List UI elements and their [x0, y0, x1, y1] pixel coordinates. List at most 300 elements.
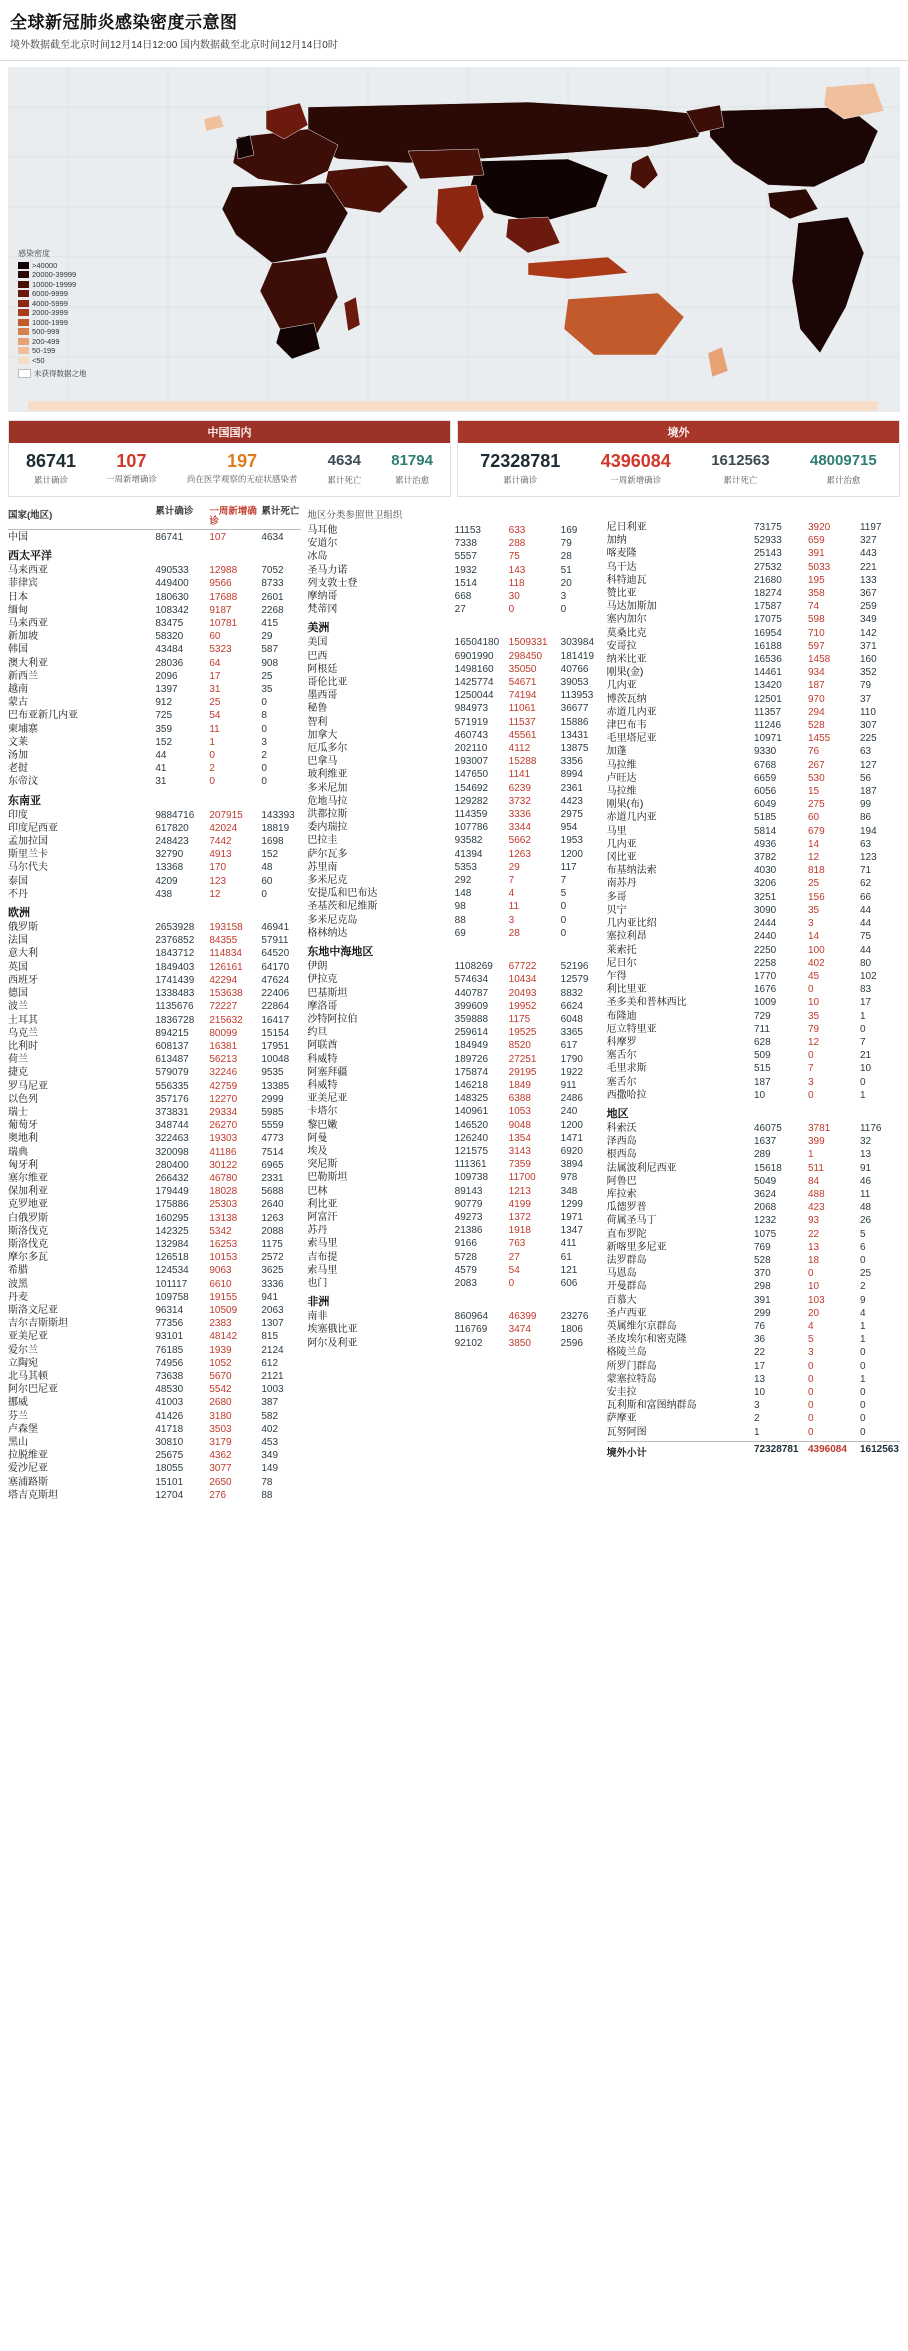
table-row — [307, 914, 600, 927]
weekly-new-cases: 3920 — [807, 522, 831, 533]
table-row — [8, 848, 301, 861]
weekly-new-cases: 54671 — [508, 677, 537, 689]
table-row — [307, 663, 600, 676]
region-section-header: 东南亚 — [8, 794, 41, 807]
stat-label: 累计确诊 — [503, 475, 538, 485]
stat-cell — [388, 451, 436, 486]
table-row — [8, 1185, 301, 1198]
country-name: 危地马拉 — [307, 795, 348, 807]
country-name: 荷兰 — [8, 1054, 28, 1066]
weekly-new-cases: 1509331 — [508, 637, 548, 649]
table-row — [8, 1370, 301, 1383]
total-deaths: 35 — [261, 684, 273, 696]
country-name: 尼日尔 — [606, 957, 637, 969]
country-name: 智利 — [307, 716, 328, 728]
total-cases: 116769 — [454, 1324, 488, 1336]
weekly-new-cases: 12 — [209, 888, 221, 900]
total-deaths: 582 — [261, 1410, 279, 1422]
weekly-new-cases: 3179 — [209, 1437, 232, 1448]
total-cases: 608137 — [155, 1040, 189, 1052]
country-name: 布隆迪 — [606, 1010, 637, 1022]
country-name: 列支敦士登 — [307, 577, 358, 589]
total-deaths: 7 — [859, 1036, 866, 1048]
stat-value: 72328781 — [480, 451, 561, 471]
table-row — [607, 1373, 900, 1386]
table-row — [607, 851, 900, 864]
country-name: 日本 — [8, 591, 28, 603]
total-cases: 1676 — [753, 984, 777, 996]
weekly-new-cases: 17688 — [209, 591, 238, 603]
total-cases: 280400 — [155, 1159, 189, 1171]
total-deaths: 60 — [261, 875, 273, 887]
country-name: 哥伦比亚 — [307, 677, 348, 689]
total-deaths: 64520 — [261, 948, 290, 960]
total-cases: 1843712 — [155, 948, 195, 960]
weekly-new-cases: 0 — [807, 1413, 814, 1425]
table-row — [8, 934, 301, 947]
total-deaths: 2088 — [261, 1225, 284, 1237]
total-cases: 3782 — [753, 852, 777, 864]
weekly-new-cases: 15288 — [508, 756, 537, 768]
total-cases: 107786 — [454, 822, 489, 834]
table-row — [8, 591, 301, 604]
total-deaths: 1 — [859, 1373, 866, 1385]
weekly-new-cases: 193158 — [209, 922, 243, 934]
weekly-new-cases: 7359 — [508, 1159, 531, 1171]
country-name: 科特迪瓦 — [606, 574, 647, 586]
total-cases: 146520 — [454, 1119, 489, 1131]
weekly-new-cases: 5662 — [508, 835, 531, 847]
table-row — [607, 1333, 900, 1346]
total-deaths: 0 — [261, 723, 267, 735]
total-deaths: 240 — [560, 1106, 578, 1118]
total-deaths: 6920 — [560, 1145, 583, 1157]
total-cases: 129282 — [454, 795, 489, 807]
total-deaths: 1698 — [261, 836, 284, 848]
country-name: 厄瓜多尔 — [307, 743, 348, 755]
total-cases: 1770 — [753, 970, 777, 982]
table-row — [8, 1476, 301, 1489]
table-row — [307, 729, 600, 742]
total-deaths: 13431 — [560, 729, 589, 741]
weekly-new-cases: 1354 — [508, 1132, 531, 1144]
weekly-new-cases: 30122 — [209, 1159, 238, 1171]
total-deaths: 349 — [859, 614, 877, 626]
country-name: 玻利维亚 — [307, 769, 348, 781]
country-name: 东帝汶 — [8, 776, 38, 788]
total-deaths: 11 — [859, 1188, 871, 1200]
legend-item — [18, 337, 87, 347]
country-name: 约旦 — [307, 1027, 328, 1039]
weekly-new-cases: 45 — [807, 970, 820, 982]
column-3-rows — [607, 521, 900, 1439]
weekly-new-cases: 42759 — [209, 1080, 238, 1092]
total-deaths: 13385 — [261, 1080, 290, 1092]
country-name: 圣皮埃尔和密克隆 — [606, 1334, 687, 1346]
total-deaths: 2 — [261, 750, 267, 762]
total-deaths: 352 — [859, 667, 877, 679]
table-row — [307, 927, 600, 940]
table-row — [8, 1040, 301, 1053]
total-deaths: 371 — [859, 640, 877, 652]
total-deaths: 113953 — [560, 690, 594, 702]
country-name: 亚美尼亚 — [307, 1093, 348, 1105]
total-deaths: 181419 — [560, 650, 595, 662]
country-name: 安圭拉 — [606, 1387, 637, 1398]
total-cases: 3 — [753, 1400, 760, 1412]
total-cases: 101117 — [155, 1278, 188, 1290]
weekly-new-cases: 14 — [807, 838, 820, 850]
weekly-new-cases: 3 — [807, 918, 814, 930]
table-row — [607, 547, 900, 560]
table-row — [307, 861, 600, 874]
total-deaths: 1299 — [560, 1198, 583, 1210]
weekly-new-cases: 75 — [508, 551, 520, 563]
total-deaths: 88 — [261, 1489, 273, 1501]
total-cases: 89143 — [454, 1185, 483, 1197]
total-cases: 179449 — [155, 1186, 189, 1198]
column-3-spacer — [607, 507, 900, 521]
table-row — [8, 1119, 301, 1132]
table-row — [307, 900, 600, 913]
total-cases: 373831 — [155, 1106, 189, 1118]
table-row — [8, 531, 301, 544]
total-cases: 30810 — [155, 1437, 184, 1448]
table-row — [607, 666, 900, 679]
total-cases: 984973 — [454, 703, 489, 715]
total-cases: 2096 — [155, 670, 178, 682]
total-deaths: 86 — [859, 812, 872, 824]
region-section-header: 东地中海地区 — [307, 946, 374, 959]
country-name: 塞舌尔 — [606, 1076, 637, 1088]
total-deaths: 44 — [859, 918, 872, 930]
total-cases: 11153 — [454, 525, 481, 536]
table-row — [607, 1320, 900, 1333]
weekly-new-cases: 25303 — [209, 1199, 238, 1211]
weekly-new-cases: 298450 — [508, 650, 543, 662]
table-row — [8, 723, 301, 736]
total-deaths: 1471 — [560, 1132, 583, 1144]
subtotal-total: 72328781 — [753, 1443, 799, 1455]
weekly-new-cases: 2680 — [209, 1397, 232, 1409]
weekly-new-cases: 1455 — [807, 733, 831, 745]
country-name: 百慕大 — [606, 1294, 637, 1306]
country-name: 俄罗斯 — [8, 922, 38, 934]
weekly-new-cases: 934 — [807, 667, 825, 679]
table-row — [8, 1291, 301, 1304]
country-name: 乌干达 — [606, 561, 637, 573]
weekly-new-cases: 156 — [807, 891, 825, 903]
total-deaths: 194 — [859, 825, 877, 837]
total-deaths: 75 — [859, 931, 872, 943]
weekly-new-cases: 3077 — [209, 1463, 232, 1475]
legend-label: 2000-3999 — [32, 308, 68, 317]
total-cases: 142325 — [155, 1225, 189, 1237]
weekly-new-cases: 5342 — [209, 1225, 232, 1237]
weekly-new-cases: 20 — [807, 1307, 820, 1319]
total-deaths: 453 — [261, 1437, 279, 1448]
total-cases: 10 — [753, 1387, 766, 1398]
total-cases: 28036 — [155, 657, 184, 669]
total-deaths: 2601 — [261, 591, 284, 603]
weekly-new-cases: 3180 — [209, 1410, 232, 1422]
weekly-new-cases: 598 — [807, 614, 825, 626]
country-name: 法国 — [8, 935, 28, 947]
table-row — [8, 617, 301, 630]
total-deaths: 39053 — [560, 677, 589, 689]
country-name: 多米尼克 — [307, 875, 348, 887]
table-row — [307, 1185, 600, 1198]
table-row — [8, 921, 301, 934]
total-deaths: 941 — [261, 1291, 279, 1303]
total-deaths: 8733 — [261, 578, 284, 590]
table-row — [607, 1036, 900, 1049]
total-deaths: 102 — [859, 970, 877, 982]
total-deaths: 13875 — [560, 743, 589, 755]
table-row — [607, 1148, 900, 1161]
weekly-new-cases: 207915 — [209, 809, 243, 821]
total-cases: 2258 — [753, 957, 777, 969]
weekly-new-cases: 18028 — [209, 1186, 238, 1198]
total-deaths: 415 — [261, 618, 279, 630]
total-deaths: 2121 — [261, 1370, 284, 1382]
total-cases: 184949 — [454, 1040, 489, 1052]
stat-cell — [324, 451, 364, 486]
total-deaths: 28 — [560, 551, 572, 563]
stat-label: 累计治愈 — [826, 475, 861, 485]
table-row — [607, 1241, 900, 1254]
total-deaths: 2063 — [261, 1304, 284, 1316]
table-row — [307, 550, 600, 563]
total-cases: 96314 — [155, 1304, 184, 1316]
weekly-new-cases: 763 — [508, 1238, 526, 1250]
country-name: 马尔代夫 — [8, 862, 48, 874]
total-deaths: 0 — [859, 1360, 866, 1372]
total-cases: 266432 — [155, 1172, 189, 1184]
total-cases: 5557 — [454, 551, 477, 563]
weekly-new-cases: 18 — [807, 1254, 820, 1266]
total-deaths: 3356 — [560, 756, 583, 768]
weekly-new-cases: 11 — [209, 723, 220, 735]
total-deaths: 0 — [261, 697, 267, 709]
total-deaths: 29 — [261, 631, 273, 643]
total-cases: 1849403 — [155, 961, 195, 973]
country-name: 法罗群岛 — [606, 1254, 647, 1266]
classification-note: 地区分类参照世卫组织 — [307, 510, 403, 521]
table-row — [607, 1089, 900, 1102]
country-name: 波兰 — [8, 1001, 28, 1013]
table-row — [8, 749, 301, 762]
weekly-new-cases: 13138 — [209, 1212, 238, 1224]
total-cases: 1932 — [454, 564, 477, 576]
table-row — [607, 838, 900, 851]
weekly-new-cases: 288 — [508, 538, 526, 550]
country-name: 冈比亚 — [606, 852, 637, 864]
total-cases: 2444 — [753, 918, 777, 930]
weekly-new-cases: 187 — [807, 680, 825, 692]
weekly-new-cases: 16381 — [209, 1040, 238, 1052]
total-deaths: 13 — [859, 1149, 872, 1161]
total-cases: 515 — [753, 1063, 771, 1075]
weekly-new-cases: 0 — [807, 1426, 814, 1438]
country-name: 奥地利 — [8, 1133, 38, 1145]
total-deaths: 187 — [859, 786, 877, 798]
weekly-new-cases: 19303 — [209, 1133, 238, 1145]
weekly-new-cases: 118 — [508, 577, 525, 589]
total-deaths: 143393 — [261, 809, 295, 821]
country-name: 保加利亚 — [8, 1186, 48, 1198]
weekly-new-cases: 1 — [807, 1149, 814, 1161]
country-name: 加蓬 — [606, 746, 627, 758]
country-name: 澳大利亚 — [8, 657, 48, 669]
total-deaths: 443 — [859, 548, 877, 560]
weekly-new-cases: 11537 — [508, 716, 536, 728]
table-row — [8, 1344, 301, 1357]
country-name: 巴西 — [307, 650, 328, 662]
total-deaths: 8832 — [560, 987, 583, 999]
total-cases: 140961 — [454, 1106, 489, 1118]
total-cases: 3624 — [753, 1188, 777, 1200]
total-cases: 613487 — [155, 1054, 189, 1066]
total-deaths: 80 — [859, 957, 872, 969]
country-data-table — [8, 507, 900, 1502]
table-row — [307, 1211, 600, 1224]
weekly-new-cases: 267 — [807, 759, 825, 771]
weekly-new-cases: 4913 — [209, 849, 232, 861]
table-row — [607, 930, 900, 943]
country-name: 阿富汗 — [307, 1211, 338, 1223]
total-cases: 449400 — [155, 578, 189, 590]
total-cases: 41426 — [155, 1410, 184, 1422]
table-row — [8, 696, 301, 709]
total-cases: 73638 — [155, 1370, 184, 1382]
country-name: 索马里 — [307, 1238, 338, 1250]
subtotal-death: 1612563 — [859, 1443, 899, 1455]
table-row — [307, 1053, 600, 1066]
total-cases: 711 — [753, 1023, 770, 1035]
total-cases: 359888 — [454, 1013, 489, 1025]
total-cases: 1836728 — [155, 1014, 195, 1026]
weekly-new-cases: 72227 — [209, 1001, 238, 1013]
total-deaths: 22864 — [261, 1001, 290, 1013]
weekly-new-cases: 41186 — [209, 1146, 237, 1158]
weekly-new-cases: 1458 — [807, 654, 831, 666]
total-cases: 6901990 — [454, 650, 494, 662]
table-row — [607, 706, 900, 719]
country-name: 德国 — [8, 988, 28, 1000]
weekly-new-cases: 0 — [807, 1089, 814, 1101]
total-deaths: 17 — [859, 997, 872, 1009]
total-deaths: 7514 — [261, 1146, 284, 1158]
country-name: 科威特 — [307, 1053, 338, 1065]
table-row — [607, 798, 900, 811]
country-name: 巴拿马 — [307, 756, 338, 768]
stat-cell — [23, 451, 79, 486]
country-name: 圣多美和普林西比 — [606, 997, 687, 1009]
total-deaths: 51 — [560, 564, 572, 576]
country-name: 卢旺达 — [606, 772, 637, 784]
total-deaths: 6048 — [560, 1013, 583, 1025]
weekly-new-cases: 7442 — [209, 836, 232, 848]
table-row — [607, 521, 900, 534]
total-cases: 16536 — [753, 654, 782, 666]
total-deaths: 2361 — [560, 782, 583, 794]
weekly-new-cases: 35050 — [508, 663, 537, 675]
weekly-new-cases: 114834 — [209, 948, 242, 960]
total-deaths: 8 — [261, 710, 267, 722]
total-cases: 6049 — [753, 799, 777, 811]
total-deaths: 225 — [859, 733, 877, 745]
country-name: 马里 — [606, 825, 627, 837]
table-row — [307, 1013, 600, 1026]
table-row — [307, 742, 600, 755]
total-deaths: 149 — [261, 1463, 279, 1475]
table-row — [607, 732, 900, 745]
total-deaths: 307 — [859, 720, 877, 732]
weekly-new-cases: 6239 — [508, 782, 531, 794]
table-row — [307, 1198, 600, 1211]
table-row — [8, 1238, 301, 1251]
country-name: 摩尔多瓦 — [8, 1252, 48, 1264]
total-cases: 725 — [155, 710, 173, 722]
total-cases: 175874 — [454, 1066, 489, 1078]
total-deaths: 169 — [560, 525, 578, 536]
table-row — [8, 1225, 301, 1238]
total-deaths: 1 — [859, 1089, 866, 1101]
country-name: 英属维尔京群岛 — [606, 1320, 677, 1332]
table-row — [307, 577, 600, 590]
weekly-new-cases: 0 — [807, 1050, 814, 1062]
weekly-new-cases: 710 — [807, 627, 825, 639]
total-deaths: 56 — [859, 772, 872, 784]
header-name: 国家(地区) — [8, 510, 53, 521]
weekly-new-cases: 0 — [807, 1268, 814, 1280]
table-row — [607, 864, 900, 877]
total-deaths: 91 — [859, 1162, 872, 1174]
total-cases: 15618 — [753, 1162, 782, 1174]
country-name: 菲律宾 — [8, 578, 38, 590]
total-cases: 509 — [753, 1050, 771, 1062]
legend-item-nodata — [18, 369, 87, 379]
country-name: 根西岛 — [606, 1149, 637, 1161]
country-name: 斯洛伐克 — [8, 1238, 48, 1250]
table-row — [8, 1489, 301, 1502]
country-name: 巴基斯坦 — [307, 987, 348, 999]
legend-label: 200-499 — [32, 336, 60, 346]
total-cases: 92102 — [454, 1337, 483, 1349]
weekly-new-cases: 528 — [807, 720, 825, 732]
total-deaths: 123 — [859, 852, 877, 864]
legend-label: 未获得数据之地 — [34, 369, 87, 378]
weekly-new-cases: 8520 — [508, 1040, 531, 1052]
table-row — [8, 762, 301, 775]
total-deaths: 9535 — [261, 1067, 284, 1079]
total-cases: 912 — [155, 697, 173, 709]
country-name: 毛里塔尼亚 — [606, 733, 657, 745]
total-deaths: 15886 — [560, 716, 589, 728]
total-cases: 1075 — [753, 1228, 777, 1240]
table-row — [607, 1214, 900, 1227]
weekly-new-cases: 153638 — [209, 988, 243, 1000]
weekly-new-cases: 0 — [807, 1373, 814, 1385]
total-cases: 14461 — [753, 667, 782, 679]
table-row — [307, 1224, 600, 1237]
weekly-new-cases: 1052 — [209, 1357, 232, 1369]
country-name: 阿尔及利亚 — [307, 1337, 358, 1349]
legend-label: 10000-19999 — [32, 279, 77, 289]
weekly-new-cases: 60 — [807, 812, 820, 824]
country-name: 吉尔吉斯斯坦 — [8, 1318, 68, 1330]
